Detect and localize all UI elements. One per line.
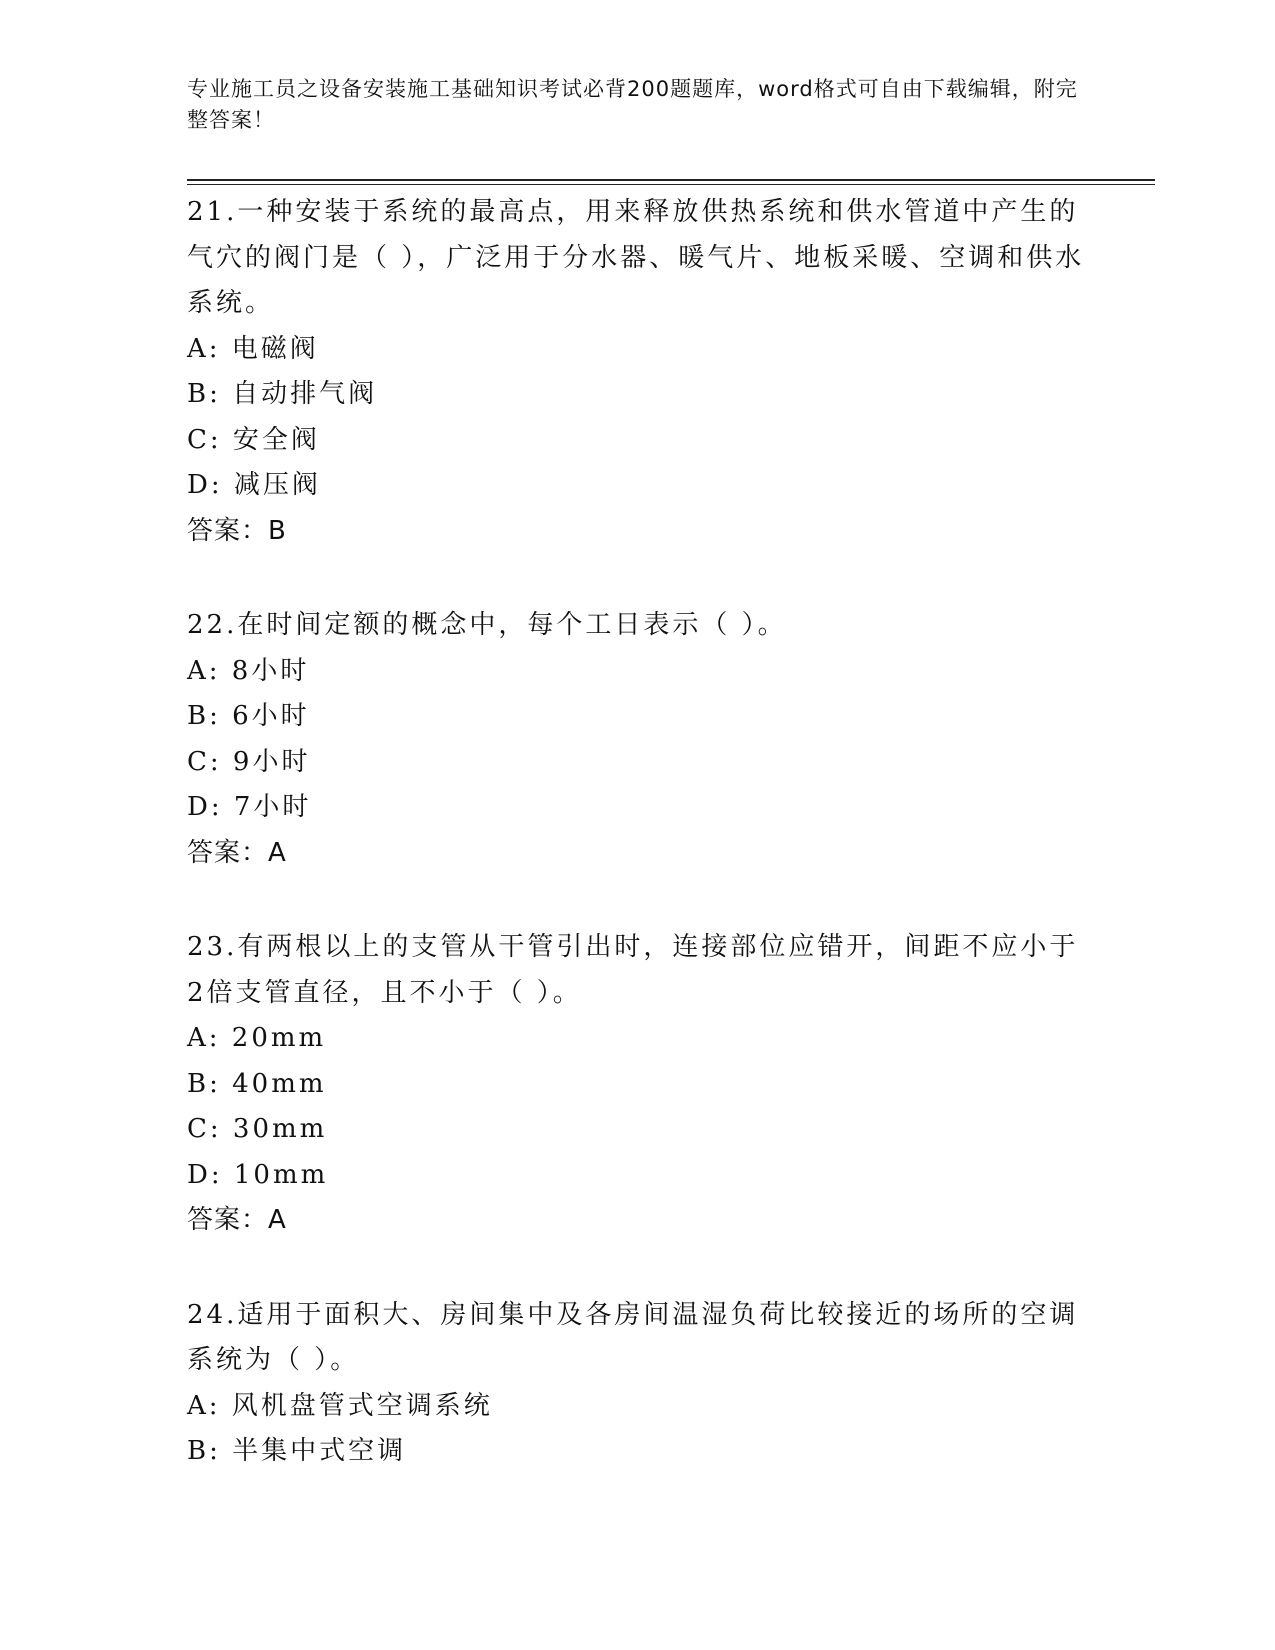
document-title: 专业施工员之设备安装施工基础知识考试必背200题题库，word格式可自由下载编辑，附完整答案！ <box>187 77 1078 132</box>
option-c: C: 安全阀 <box>187 424 320 455</box>
option-b: B: 自动排气阀 <box>187 379 378 409</box>
option-d: D: 10mm <box>187 1159 329 1190</box>
answer-line: 答案：A <box>187 1205 287 1235</box>
option-a: A: 20mm <box>187 1023 327 1053</box>
option-a: A: 风机盘管式空调系统 <box>187 1390 493 1421</box>
option-c: C: 9小时 <box>187 746 311 777</box>
header-divider-thin <box>187 184 1155 185</box>
question-stem: 21.一种安装于系统的最高点，用来释放供热系统和供水管道中产生的气穴的阀门是（ ），广泛用于分水器、暖气片、地板采暖、空调和供水系统。 <box>187 197 1085 318</box>
question-21 <box>187 190 1087 554</box>
question-stem: 24.适用于面积大、房间集中及各房间温湿负荷比较接近的场所的空调系统为（ ）。 <box>187 1299 1079 1375</box>
question-list <box>187 190 1087 1524</box>
question-stem: 22.在时间定额的概念中，每个工日表示（ ）。 <box>187 610 787 640</box>
header-divider-thick <box>187 179 1155 181</box>
question-22 <box>187 603 1087 876</box>
option-d: D: 减压阀 <box>187 470 321 500</box>
option-b: B: 40mm <box>187 1068 327 1099</box>
option-a: A: 8小时 <box>187 655 310 686</box>
question-24 <box>187 1293 1087 1475</box>
option-b: B: 6小时 <box>187 701 310 731</box>
question-23 <box>187 925 1087 1244</box>
question-stem: 23.有两根以上的支管从干管引出时，连接部位应错开，间距不应小于2倍支管直径，且不小于（ ）。 <box>187 932 1079 1008</box>
option-b: B: 半集中式空调 <box>187 1436 407 1466</box>
option-a: A: 电磁阀 <box>187 333 319 364</box>
option-d: D: 7小时 <box>187 792 312 822</box>
option-c: C: 30mm <box>187 1114 328 1144</box>
answer-line: 答案：A <box>187 837 287 868</box>
answer-line: 答案：B <box>187 515 287 546</box>
